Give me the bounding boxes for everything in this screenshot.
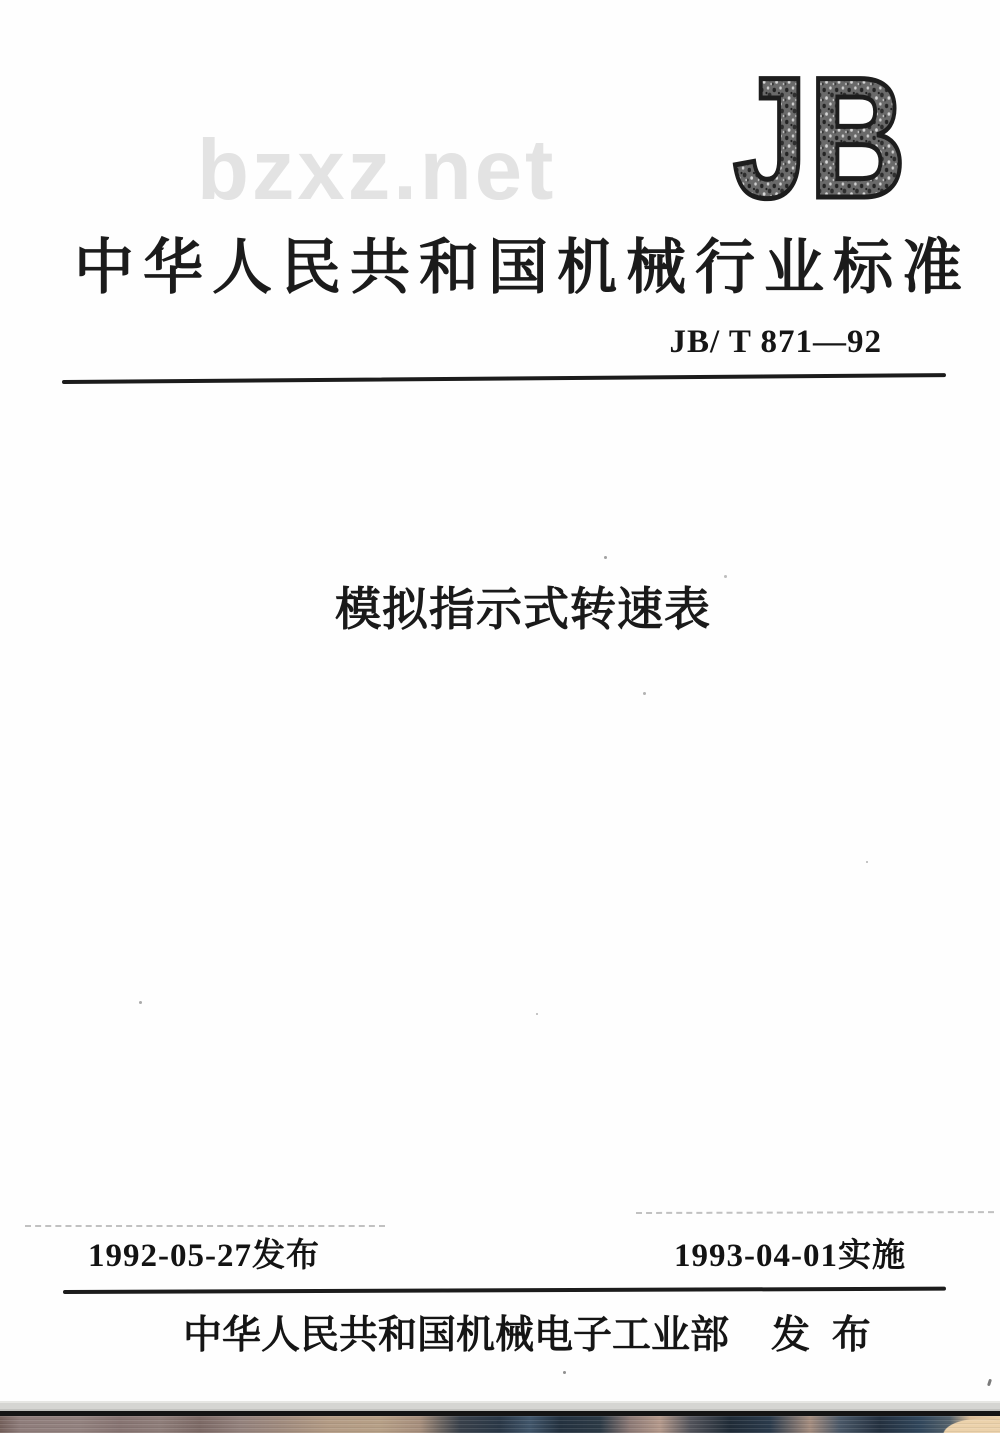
watermark-text: bzxz.net [197, 123, 557, 218]
standard-class-title: 中华人民共和国机械行业标准 [74, 235, 971, 301]
publisher-row [183, 1316, 877, 1355]
scan-speck [987, 1379, 992, 1387]
scan-speck [139, 1001, 142, 1004]
scan-speck [866, 861, 868, 863]
faint-dashed-line-left [25, 1225, 385, 1227]
scanner-gray-strip [0, 1401, 1000, 1411]
standard-code: JB/ T 871—92 [669, 324, 882, 360]
implement-date: 1993-04-01实施 [674, 1238, 906, 1274]
scan-speck [643, 692, 646, 695]
faint-dashed-line-right [636, 1211, 994, 1214]
publisher-name: 中华人民共和国机械电子工业部 [183, 1314, 730, 1357]
scan-edge-texture [0, 1416, 1000, 1433]
scan-speck [563, 1371, 566, 1374]
divider-bottom [63, 1287, 946, 1294]
jb-logo-text: JB [732, 40, 908, 213]
scan-speck [724, 575, 727, 578]
document-title: 模拟指示式转速表 [335, 583, 711, 635]
scan-speck [536, 1013, 538, 1015]
jb-logo [722, 38, 932, 213]
publish-action-label: 发 布 [771, 1314, 877, 1357]
divider-top [62, 373, 946, 384]
issue-date: 1992-05-27发布 [88, 1238, 320, 1274]
scan-speck [604, 556, 607, 559]
